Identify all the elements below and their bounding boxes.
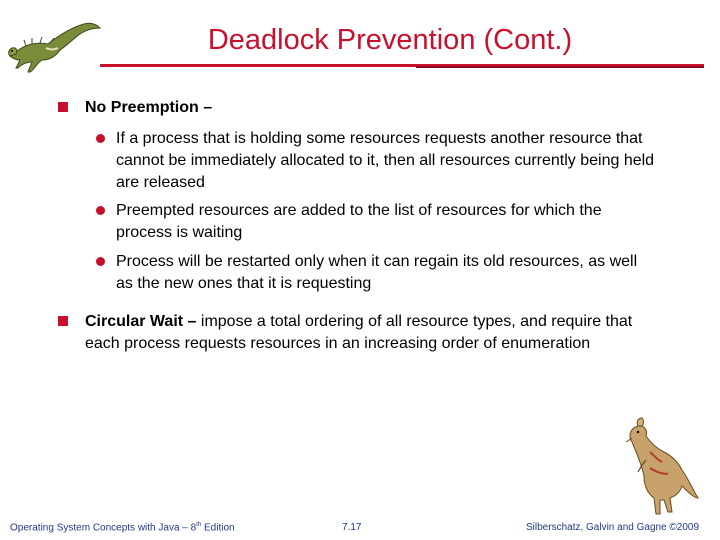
bullet-label: No Preemption – bbox=[85, 99, 213, 116]
bullet-label: Circular Wait – bbox=[85, 313, 197, 330]
footer-authors: Silberschatz, Galvin and Gagne ©2009 bbox=[526, 522, 700, 533]
square-bullet-icon bbox=[58, 316, 68, 326]
round-bullet-icon bbox=[96, 134, 105, 143]
bullet-text: impose a total ordering of all resource types, and require that each process requests resources in an increasing order of enumeration bbox=[85, 313, 633, 352]
sub-bullet-text: If a process that is holding some resources requests another resource that cannot be immediately allocated to it, then all resources currently being held are released bbox=[116, 130, 655, 191]
slide-title: Deadlock Prevention (Cont.) bbox=[207, 24, 573, 56]
sub-bullet-text: Process will be restarted only when it can regain its old resources, as well as the new ones that it is requesting bbox=[116, 253, 638, 292]
footer-book-title: Operating System Concepts with Java – 8th Edition bbox=[10, 522, 235, 534]
dinosaur-standing-icon bbox=[610, 412, 702, 520]
round-bullet-icon bbox=[96, 257, 105, 266]
sub-bullet-text: Preempted resources are added to the list of resources for which the process is waiting bbox=[116, 202, 602, 241]
round-bullet-icon bbox=[96, 206, 105, 215]
square-bullet-icon bbox=[58, 102, 68, 112]
footer-page-number: 7.17 bbox=[342, 522, 362, 533]
